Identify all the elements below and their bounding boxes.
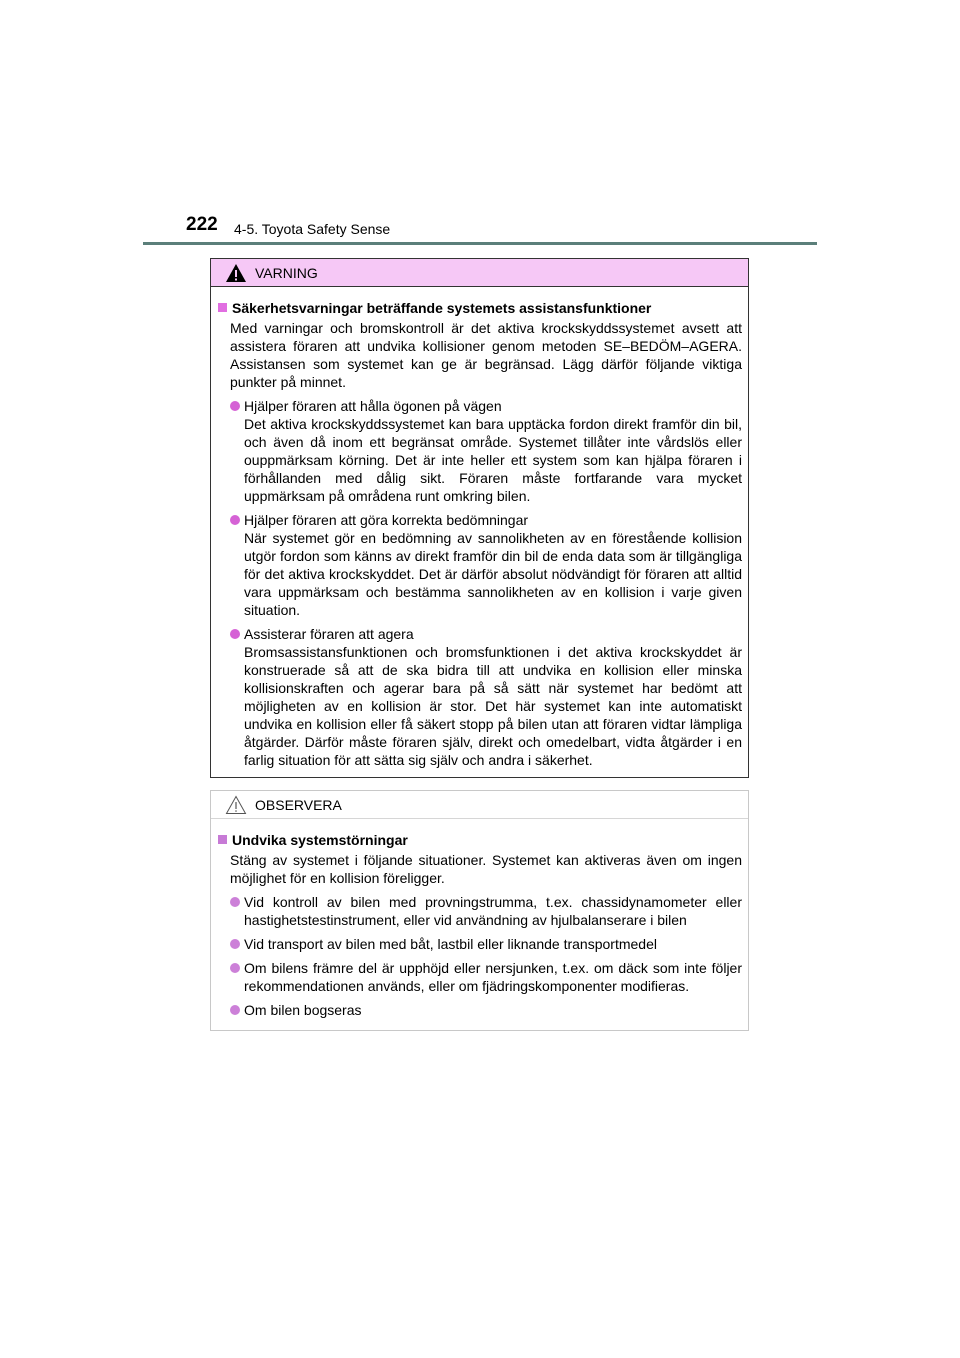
warning-label: VARNING [255,264,318,281]
caution-triangle-icon [225,795,247,815]
warning-intro: Med varningar och bromskontroll är det aktiva krockskyddssystemet avsett att assistera föraren att undvika kollisioner genom metoden SE–BEDÖM–AGERA. Assistansen som systemet kan ge är begränsad. Lägg därför följande viktiga punkter på minnet. [230,320,742,390]
warning-heading-text: Säkerhetsvarningar beträffande systemets assistansfunktioner [232,300,652,316]
warning-header [211,259,748,287]
notice-heading [216,831,742,849]
notice-intro: Stäng av systemet i följande situationer. Systemet kan aktiveras även om ingen möjlighet för en kollision föreligger. [230,852,742,886]
bullet-dot-icon [230,939,240,949]
bullet-title: Assisterar föraren att agera [244,626,414,642]
list-item [216,959,742,995]
notice-label: OBSERVERA [255,796,342,813]
bullet-title: Hjälper föraren att hålla ögonen på vägen [244,398,502,414]
list-item [216,935,742,953]
warning-body [211,287,748,769]
bullet-desc: När systemet gör en bedömning av sannolikheten av en förestående kollision utgör fordon som känns av direkt framför din bil de enda data som är tillgängliga för det aktiva krockskyddet. Det är därför absolut nödvändigt för föraren att alltid vara uppmärksam och bestämma sannolikheten av en kollision i varje given situation. [244,530,742,618]
bullet-title: Hjälper föraren att göra korrekta bedömningar [244,512,529,528]
bullet-dot-icon [230,963,240,973]
warning-heading [216,299,742,317]
section-title: 4-5. Toyota Safety Sense [234,221,391,237]
header-rule [143,242,817,245]
bullet-desc: Det aktiva krockskyddssystemet kan bara upptäcka fordon direkt framför din bil, och även då inom ett begränsat område. Systemet tillåter inte vårdslös eller ouppmärksam körning. Det är inte heller ett system som kan hjälpa föraren i förhållanden med dålig sikt. Föraren måste fortfarande vara mycket uppmärksam på områdena runt omkring bilen. [244,416,742,504]
list-item [216,397,742,505]
list-item [216,1001,742,1019]
bullet-dot-icon [230,401,240,411]
list-item [216,625,742,769]
bullet-dot-icon [230,1005,240,1015]
list-item [216,893,742,929]
bullet-dot-icon [230,629,240,639]
bullet-dot-icon [230,515,240,525]
warning-triangle-icon [225,263,247,283]
notice-heading-text: Undvika systemstörningar [232,832,408,848]
bullet-desc: Bromsassistansfunktionen och bromsfunktionen i det aktiva krockskyddet är konstruerade så att de ska bidra till att undvika en kollision eller minska kollisionskraften och agerar bara på så sätt när systemet har bedömt att möjligheten av en kollision är stor. Det här systemet kan inte automatiskt undvika en kollision eller få säkert stopp på bilen utan att föraren vidtar lämpliga åtgärder. Därför måste föraren själv, direkt och omedelbart, vidta åtgärder i en farlig situation för att sätta sig själv och andra i säkerhet. [244,644,742,768]
warning-box [210,258,749,778]
bullet-text: Om bilens främre del är upphöjd eller nersjunken, t.ex. om däck som inte följer rekommendationen används, eller om fjädringskomponenter modifieras. [244,960,742,994]
list-item [216,511,742,619]
square-bullet-icon [218,835,227,844]
bullet-dot-icon [230,897,240,907]
page-number: 222 [186,214,218,235]
bullet-text: Vid transport av bilen med båt, lastbil eller liknande transportmedel [244,936,657,952]
notice-header [211,791,748,819]
notice-box [210,790,749,1031]
notice-body [211,819,748,1019]
bullet-text: Om bilen bogseras [244,1002,362,1018]
bullet-text: Vid kontroll av bilen med provningstrumma, t.ex. chassidynamometer eller hastighetstestinstrument, eller vid användning av hjulbalanserare i bilen [244,894,742,928]
square-bullet-icon [218,303,227,312]
